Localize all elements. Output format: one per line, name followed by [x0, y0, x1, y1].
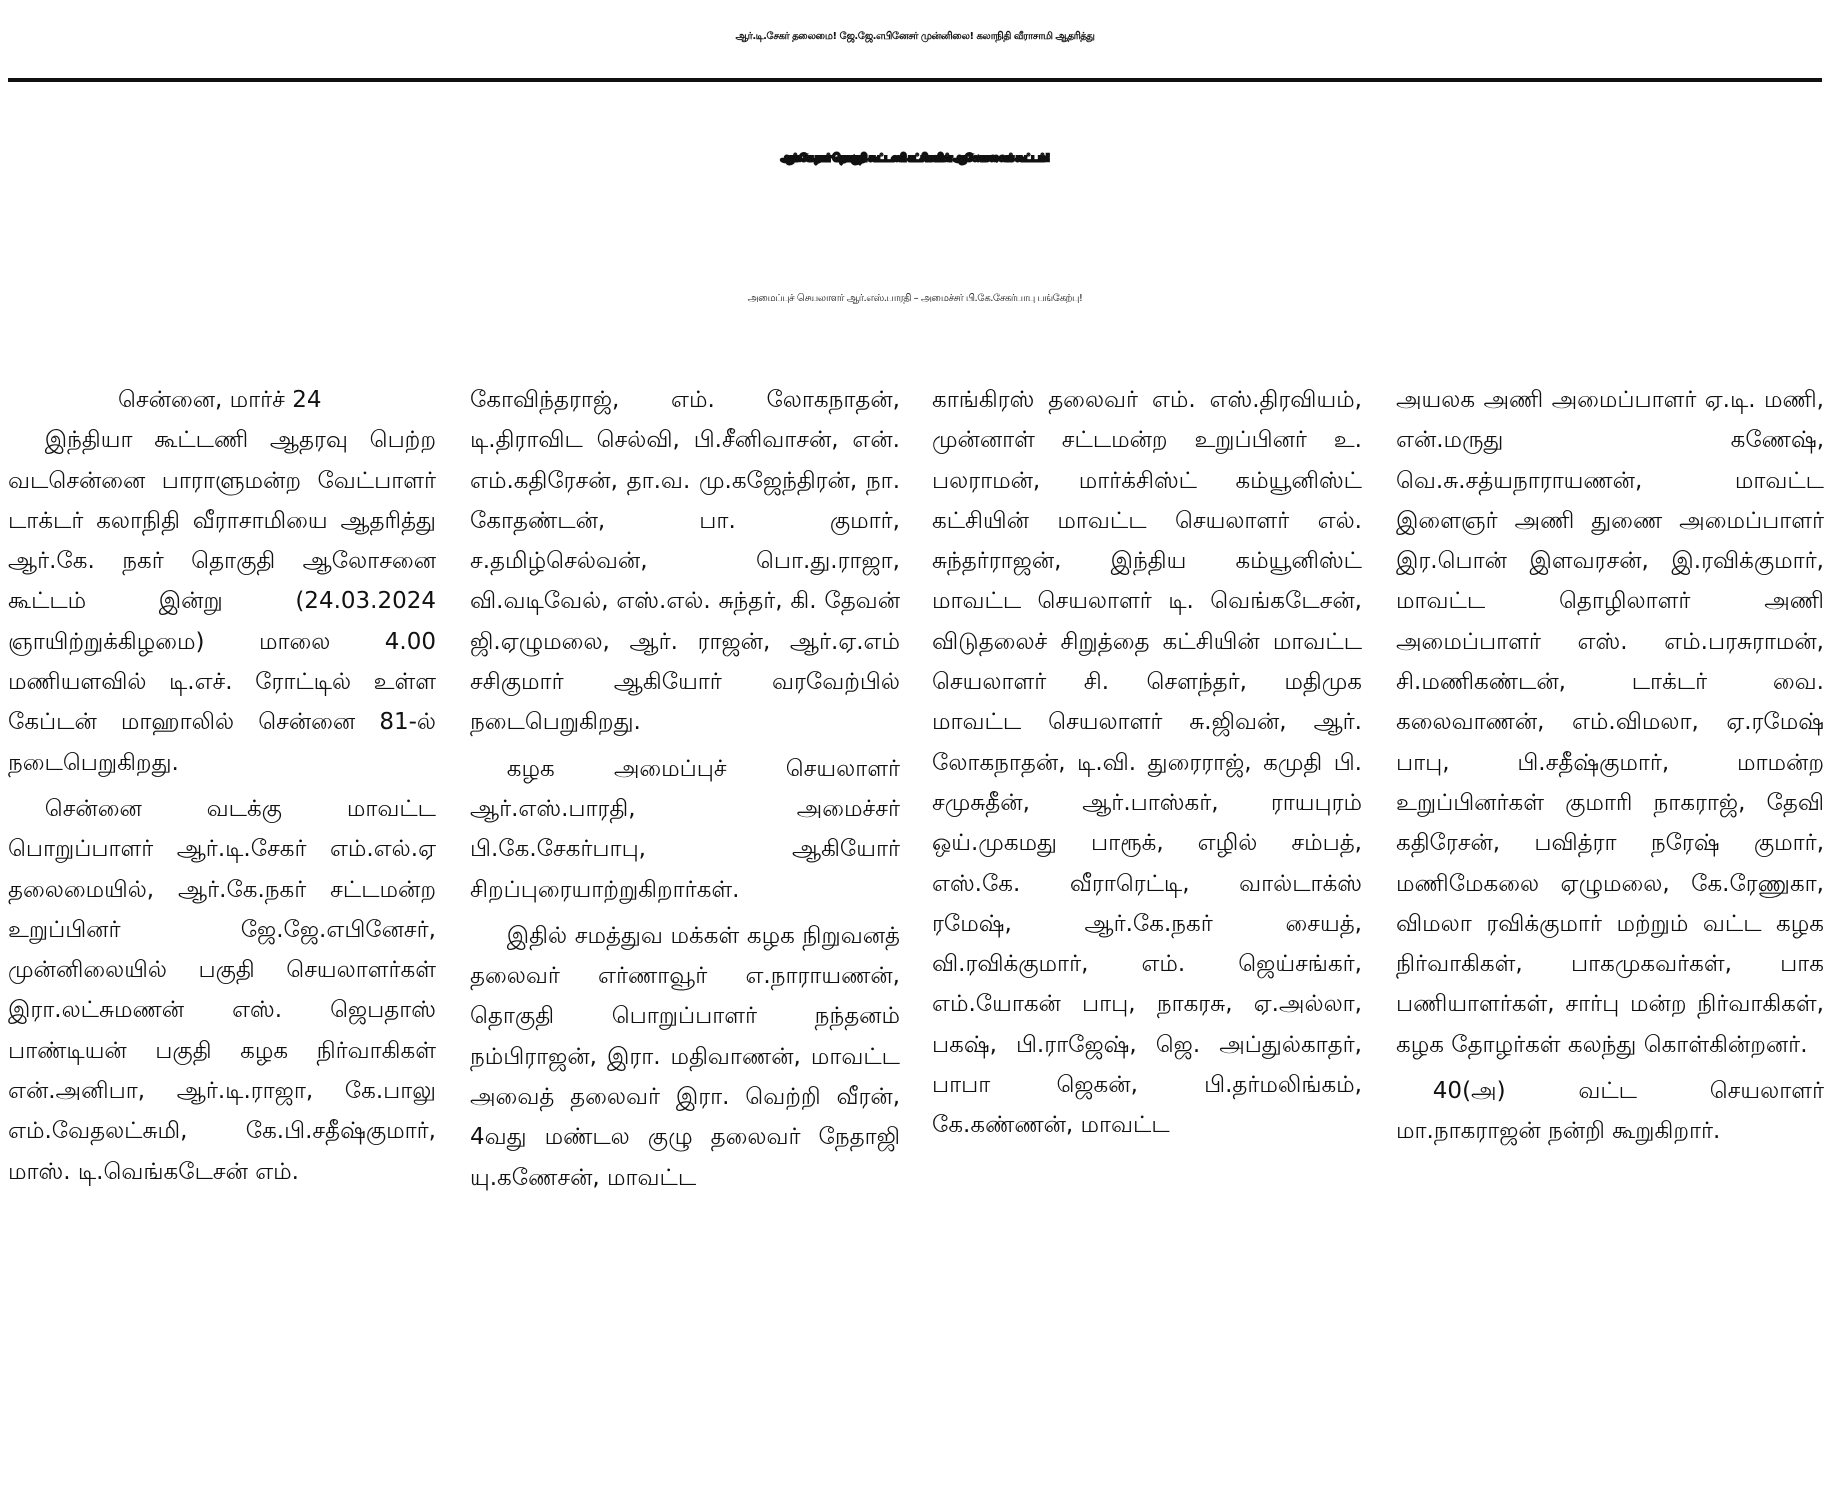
- article-column-3: [932, 380, 1362, 1498]
- article-column-1: [8, 380, 436, 1498]
- body-paragraph: இதில் சமத்துவ மக்கள் கழக நிறுவனத் தலைவர் எர்ணாவூர் எ.நாராயணன், தொகுதி பொறுப்பாளர் நந்தனம் நம்பிராஜன், இரா. மதிவாணன், மாவட்ட அவைத் தலைவர் இரா. வெற்றி வீரன், 4வது மண்டல குழு தலைவர் நேதாஜி யு.கணேசன், மாவட்ட: [470, 922, 900, 1191]
- body-paragraph: அயலக அணி அமைப்பாளர் ஏ.டி. மணி, என்.மருது கணேஷ், வெ.சு.சத்யநாராயணன், மாவட்ட இளைஞர் அணி துணை அமைப்பாளர் இர.பொன் இளவரசன், இ.ரவிக்குமார், மாவட்ட தொழிலாளர் அணி அமைப்பாளர் எஸ். எம்.பரசுராமன், சி.மணிகண்டன், டாக்டர் வை. கலைவாணன், எம்.விமலா, ஏ.ரமேஷ் பாபு, பி.சதீஷ்குமார், மாமன்ற உறுப்பினர்கள் குமாரி நாகராஜ், தேவி கதிரேசன், பவித்ரா நரேஷ் குமார், மணிமேகலை ஏழுமலை, கே.ரேணுகா, விமலா ரவிக்குமார் மற்றும் வட்ட கழக நிர்வாகிகள், பாகமுகவர்கள், பாக பணியாளர்கள், சார்பு மன்ற நிர்வாகிகள், கழக தோழர்கள் கலந்து கொள்கின்றனர்.: [1396, 387, 1824, 1058]
- kicker-headline: ஆர்.டி.சேகர் தலைமை! ஜே.ஜே.எபினேசர் முன்னிலை! கலாநிதி வீராசாமி ஆதரித்து: [735, 31, 1095, 42]
- sub-headline: அமைப்புச் செயலாளர் ஆர்.எஸ்.பாரதி – அமைச்சர் பி.கே.சேகர்பாபு பங்கேற்பு!: [747, 293, 1083, 304]
- main-headline: ஆர்.கே.நகர் தொகுதி கூட்டணி கட்சிகளின் ஆலோசனைக் கூட்டம்!: [780, 153, 1050, 164]
- body-paragraph: 40(அ) வட்ட செயலாளர் மா.நாகராஜன் நன்றி கூறுகிறார்.: [1396, 1078, 1824, 1145]
- article-column-2: [470, 380, 900, 1498]
- body-paragraph: இந்தியா கூட்டணி ஆதரவு பெற்ற வடசென்னை பாராளுமன்ற வேட்பாளர் டாக்டர் கலாநிதி வீராசாமியை ஆதரித்து ஆர்.கே. நகர் தொகுதி ஆலோசனை கூட்டம் இன்று (24.03.2024 ஞாயிற்றுக்கிழமை) மாலை 4.00 மணியளவில் டி.எச். ரோட்டில் உள்ள கேப்டன் மாஹாலில் சென்னை 81-ல் நடைபெறுகிறது.: [8, 427, 436, 776]
- article-column-4: [1396, 380, 1824, 1498]
- dateline: சென்னை, மார்ச் 24: [118, 387, 322, 413]
- headline-divider: [8, 78, 1822, 82]
- body-paragraph: சென்னை வடக்கு மாவட்ட பொறுப்பாளர் ஆர்.டி.சேகர் எம்.எல்.ஏ தலைமையில், ஆர்.கே.நகர் சட்டமன்ற உறுப்பினர் ஜே.ஜே.எபினேசர், முன்னிலையில் பகுதி செயலாளர்கள் இரா.லட்சுமணன் எஸ். ஜெபதாஸ் பாண்டியன் பகுதி கழக நிர்வாகிகள் என்.அனிபா, ஆர்.டி.ராஜா, கே.பாலு எம்.வேதலட்சுமி, கே.பி.சதீஷ்குமார், மாஸ். டி.வெங்கடேசன் எம்.: [8, 795, 436, 1185]
- body-paragraph: காங்கிரஸ் தலைவர் எம். எஸ்.திரவியம், முன்னாள் சட்டமன்ற உறுப்பினர் உ. பலராமன், மார்க்சிஸ்ட் கம்யூனிஸ்ட் கட்சியின் மாவட்ட செயலாளர் எல். சுந்தர்ராஜன், இந்திய கம்யூனிஸ்ட் மாவட்ட செயலாளர் டி. வெங்கடேசன், விடுதலைச் சிறுத்தை கட்சியின் மாவட்ட செயலாளர் சி. சௌந்தர், மதிமுக மாவட்ட செயலாளர் சு.ஜிவன், ஆர். லோகநாதன், டி.வி. துரைராஜ், கமுதி பி. சமுசுதீன், ஆர்.பாஸ்கர், ராயபுரம் ஒய்.முகமது பாரூக், எழில் சம்பத், எஸ்.கே. வீராரெட்டி, வால்டாக்ஸ் ரமேஷ், ஆர்.கே.நகர் சையத், வி.ரவிக்குமார், எம். ஜெய்சங்கர், எம்.யோகன் பாபு, நாகரசு, ஏ.அல்லா, பகஷ், பி.ராஜேஷ், ஜெ. அப்துல்காதர், பாபா ஜெகன், பி.தர்மலிங்கம், கே.கண்ணன், மாவட்ட: [932, 387, 1362, 1139]
- body-paragraph: கோவிந்தராஜ், எம். லோகநாதன், டி.திராவிட செல்வி, பி.சீனிவாசன், என். எம்.கதிரேசன், தா.வ. மு.கஜேந்திரன், நா. கோதண்டன், பா. குமார், ச.தமிழ்செல்வன், பொ.து.ராஜா, வி.வடிவேல், எஸ்.எல். சுந்தர், கி. தேவன் ஜி.ஏழுமலை, ஆர். ராஜன், ஆர்.ஏ.எம் சசிகுமார் ஆகியோர் வரவேற்பில் நடைபெறுகிறது.: [470, 387, 900, 736]
- body-paragraph: கழக அமைப்புச் செயலாளர் ஆர்.எஸ்.பாரதி, அமைச்சர் பி.கே.சேகர்பாபு, ஆகியோர் சிறப்புரையாற்றுகிறார்கள்.: [470, 755, 900, 903]
